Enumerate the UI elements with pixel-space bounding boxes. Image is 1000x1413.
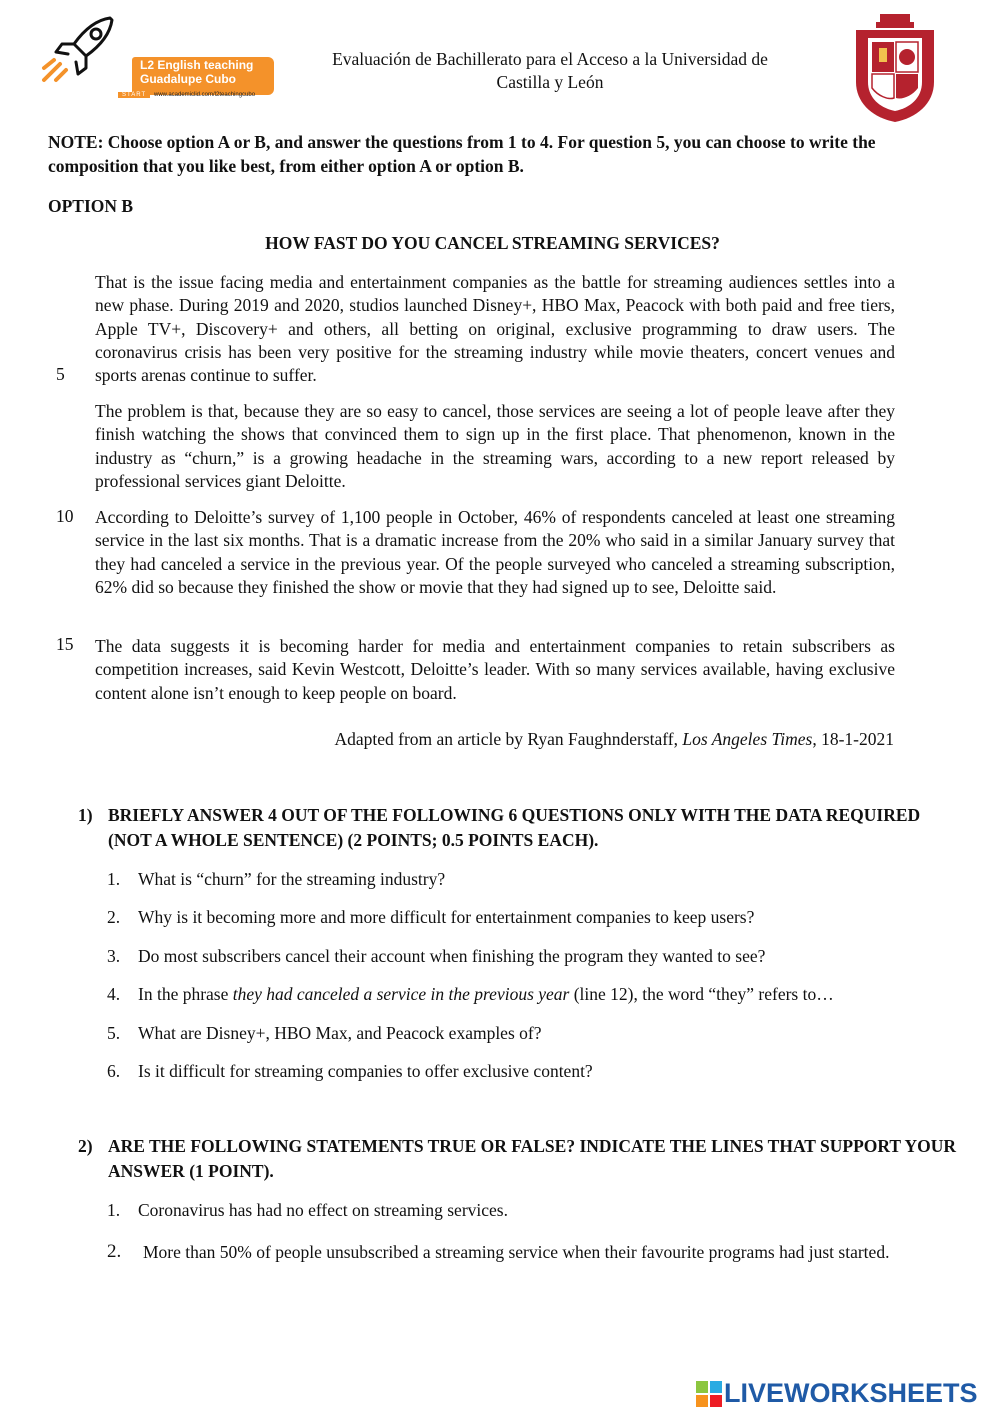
instructions-note: NOTE: Choose option A or B, and answer the questions from 1 to 4. For question 5, you can choose to write the composition that you like best, from either option A or option B. — [48, 132, 876, 176]
section2-heading-text: ARE THE FOLLOWING STATEMENTS TRUE OR FALSE? INDICATE THE LINES THAT SUPPORT YOUR ANSWER (1 POINT). — [108, 1136, 957, 1181]
item-number: 1. — [107, 869, 121, 889]
item-text: Coronavirus has had no effect on streaming services. — [138, 1200, 508, 1220]
item-text-pre: In the phrase — [138, 984, 233, 1004]
item-number: 2. — [107, 1241, 122, 1262]
article-paragraph-2: The problem is that, because they are so easy to cancel, those services are seeing a lot of people leave after they finish watching the shows that convinced them to sign up in the first place. That phenomenon, known in the industry as “churn,” is a growing headache in the streaming wars, according to a new report released by professional services giant Deloitte. — [95, 401, 895, 491]
source-publication: Los Angeles Times — [682, 729, 813, 749]
section2-heading — [78, 1134, 958, 1184]
item-text: More than 50% of people unsubscribed a streaming service when their favourite programs had just started. — [143, 1242, 890, 1262]
header-title-line1: Evaluación de Bachillerato para el Acceso a la Universidad de — [332, 49, 768, 69]
liveworksheets-brand[interactable]: LIVEWORKSHEETS — [724, 1378, 978, 1408]
line-number-15: 15 — [56, 634, 74, 654]
section1-heading-text: BRIEFLY ANSWER 4 OUT OF THE FOLLOWING 6 QUESTIONS ONLY WITH THE DATA REQUIRED (NOT A WHOLE SENTENCE) (2 POINTS; 0.5 POINTS EACH). — [108, 805, 921, 850]
article-paragraph-4: The data suggests it is becoming harder for media and entertainment companies to retain subscribers as competition increases, said Kevin Westcott, Deloitte’s leader. With so many services available, having exclusive content alone isn’t enough to keep people on board. — [95, 636, 895, 703]
item-text: What are Disney+, HBO Max, and Peacock examples of? — [138, 1023, 542, 1043]
logo-line2: Guadalupe Cubo — [140, 72, 236, 86]
item-text: Do most subscribers cancel their account when finishing the program they wanted to see? — [138, 946, 766, 966]
article-source — [95, 729, 894, 750]
item-text-italic: they had canceled a service in the previous year — [232, 984, 570, 1004]
item-number: 4. — [107, 984, 121, 1004]
statement-item — [107, 1198, 947, 1222]
source-suffix: , 18-1-2021 — [812, 729, 894, 749]
item-text: Why is it becoming more and more difficult for entertainment companies to keep users? — [138, 907, 755, 927]
logo-start: START — [118, 92, 150, 98]
question-item — [107, 1059, 947, 1083]
item-text: Is it difficult for streaming companies to offer exclusive content? — [138, 1061, 593, 1081]
l2-logo — [26, 12, 256, 98]
header-title — [290, 48, 810, 94]
article-title: HOW FAST DO YOU CANCEL STREAMING SERVICES? — [265, 233, 720, 253]
logo-url: www.academiclid.com/l2teachingcubo — [154, 92, 256, 98]
item-number: 2. — [107, 907, 121, 927]
section1-number: 1) — [78, 805, 93, 825]
article-paragraph-1: That is the issue facing media and entertainment companies as the battle for streaming audiences settles into a new phase. During 2019 and 2020, studios launched Disney+, HBO Max, Peacock with both paid and free tiers, Apple TV+, Discovery+ and others, all betting on original, exclusive programming to draw users. The coronavirus crisis has been very positive for the streaming industry while movie theaters, concert venues and sports arenas continue to suffer. — [95, 272, 895, 386]
source-prefix: Adapted from an article by Ryan Faughnderstaff, — [334, 729, 683, 749]
question-item — [107, 944, 947, 968]
university-crest-icon — [852, 12, 938, 124]
item-text-post: (line 12), the word “they” refers to… — [569, 984, 834, 1004]
item-number: 6. — [107, 1061, 121, 1081]
line-number-10: 10 — [56, 506, 74, 526]
article-paragraph-3: According to Deloitte’s survey of 1,100 people in October, 46% of respondents canceled at least one streaming service in the last six months. That is a dramatic increase from the 20% who said in a similar January survey that they had canceled a service in the previous year. Of the people surveyed who canceled a streaming subscription, 62% did so because they finished the show or movie that they had signed up to see, Deloitte said. — [95, 507, 895, 597]
item-text — [138, 982, 947, 1006]
option-label: OPTION B — [48, 196, 134, 216]
logo-line1: L2 English teaching — [140, 58, 254, 72]
question-item — [107, 982, 947, 1006]
question-item — [107, 905, 947, 929]
section2-number: 2) — [78, 1136, 93, 1156]
question-item — [107, 867, 947, 891]
item-number: 1. — [107, 1200, 121, 1220]
question-item — [107, 1021, 947, 1045]
item-text: What is “churn” for the streaming industry? — [138, 869, 446, 889]
section1-heading — [78, 803, 958, 853]
header-title-line2: Castilla y León — [496, 72, 604, 92]
rocket-icon — [26, 12, 136, 94]
liveworksheets-logo-icon — [696, 1381, 722, 1407]
item-number: 3. — [107, 946, 121, 966]
statement-item — [107, 1240, 947, 1264]
line-number-5: 5 — [56, 364, 65, 384]
item-number: 5. — [107, 1023, 121, 1043]
